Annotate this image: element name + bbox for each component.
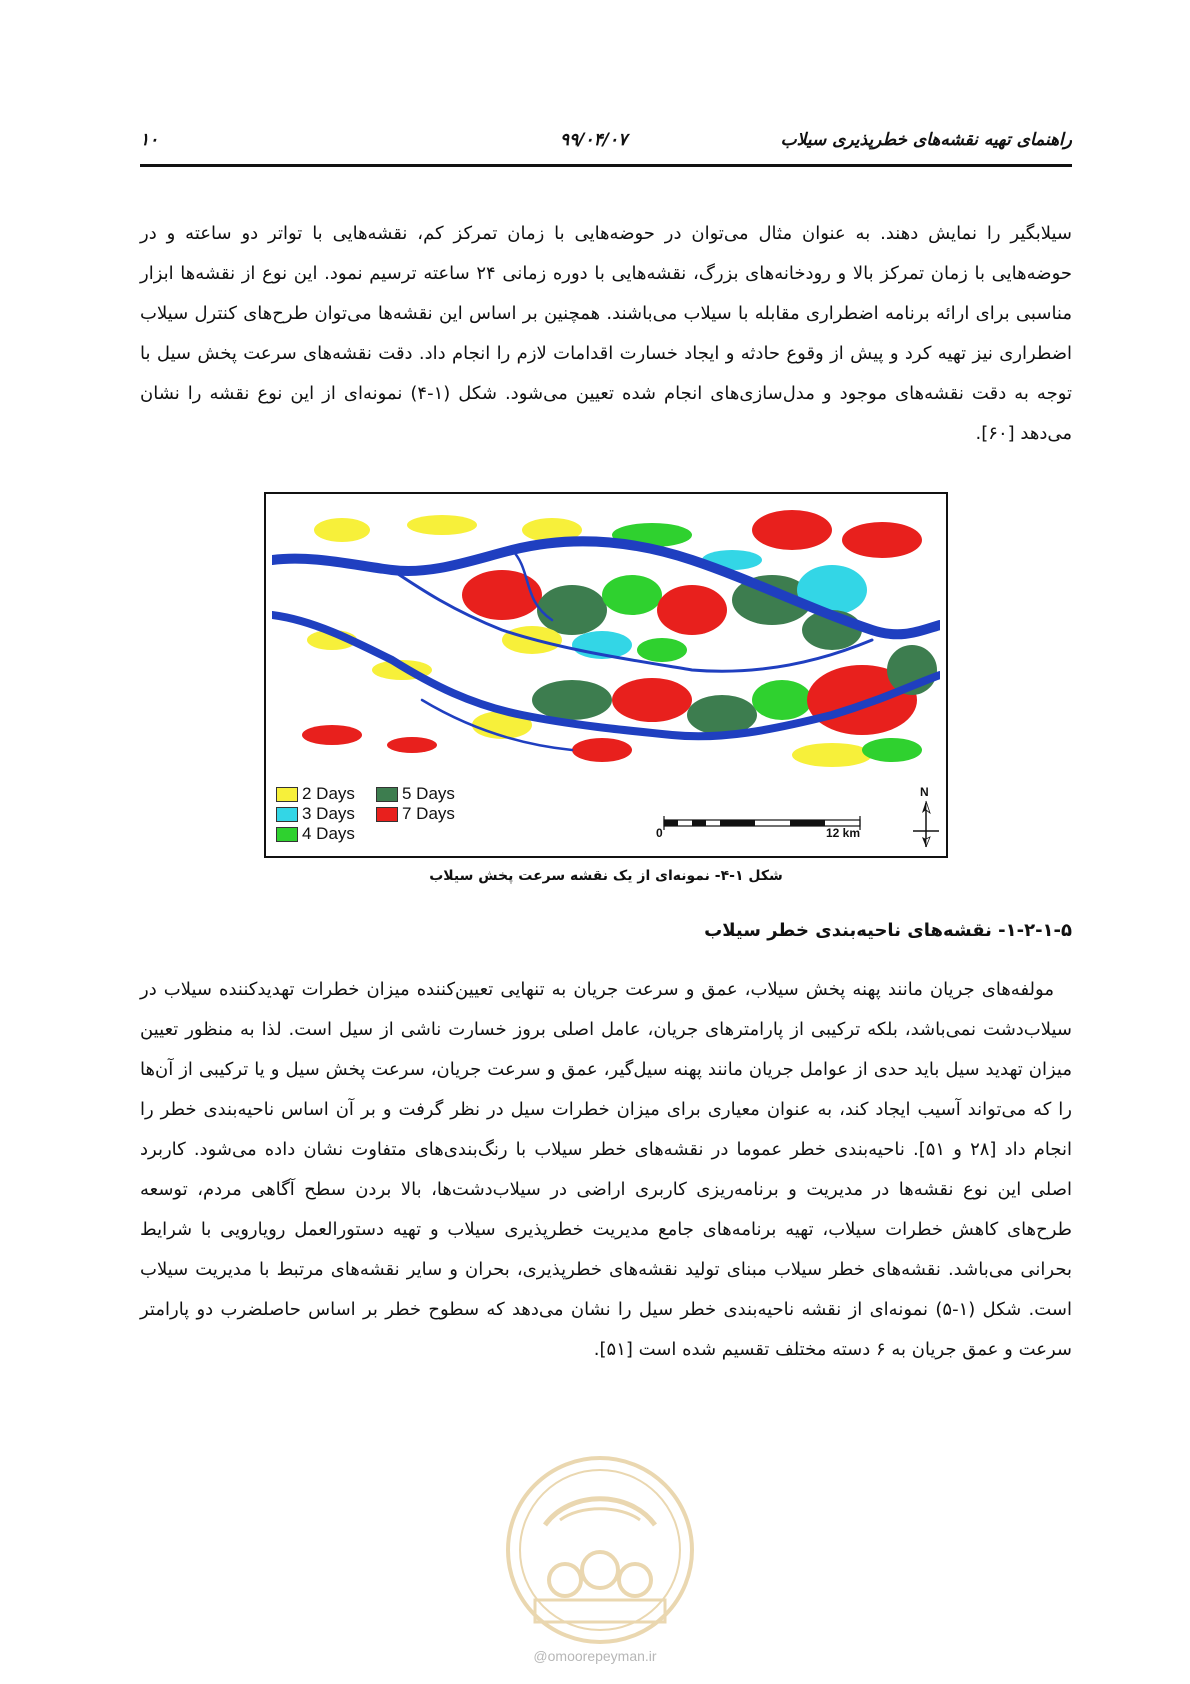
flood-spread-map-figure (264, 492, 948, 858)
legend-label: 2 Days (302, 784, 355, 803)
figure-caption: شکل ۱-۴- نمونه‌ای از یک نقشه سرعت پخش سیلاب (429, 868, 783, 884)
scale-start-label: 0 (656, 826, 663, 840)
body-paragraph-1: سیلابگیر را نمایش دهند. به عنوان مثال می‌توان در حوضه‌هایی با زمان تمرکز کم، نقشه‌هایی با تواتر دو ساعته و در حوضه‌هایی با زمان تمرکز بالا و رودخانه‌های بزرگ، نقشه‌هایی با دوره زمانی ۲۴ ساعته ترسیم نمود. این نوع از نقشه‌ها ابزار مناسبی برای ارائه برنامه اضطراری مقابله با سیلاب می‌باشند. همچنین بر اساس این نقشه‌ها می‌توان طرح‌های کنترل سیلاب اضطراری نیز تهیه کرد و پیش از وقوع حادثه و ایجاد خسارت اقدامات لازم را انجام داد. دقت نقشه‌های سرعت پخش سیل با توجه به دقت نقشه‌های موجود و مدل‌سازی‌های انجام شده تعیین می‌شود. شکل (۱-۴) نمونه‌ای از این نوع نقشه را نشان می‌دهد [۶۰]. (140, 223, 1072, 444)
legend-label: 5 Days (402, 784, 455, 803)
legend-swatch (276, 787, 298, 802)
watermark-url: @omoorepeyman.ir (533, 1648, 657, 1664)
page-header (140, 130, 1072, 170)
scale-end-label: 12 km (826, 826, 861, 840)
watermark-logo (500, 1450, 700, 1650)
legend-item (276, 804, 355, 824)
body-paragraph-2: مولفه‌های جریان مانند پهنه پخش سیلاب، عمق و سرعت جریان به تنهایی تعیین‌کننده میزان خطرات تهدیدکننده سیلاب در سیلاب‌دشت نمی‌باشد، بلکه ترکیبی از پارامترهای جریان، عامل اصلی بروز خسارت ناشی از سیل است. لذا به منظور تعیین میزان تهدید سیل باید حدی از عوامل جریان مانند پهنه سیل‌گیر، عمق و سرعت جریان، سرعت پخش سیل و یا ترکیبی از آن‌ها را که می‌تواند آسیب ایجاد کند، به عنوان معیاری برای میزان خطرات سیل در نظر گرفت و بر آن اساس ناحیه‌بندی خطر را انجام داد [۲۸ و ۵۱]. ناحیه‌بندی خطر عموما در نقشه‌های خطر سیلاب با رنگ‌بندی‌های متفاوت نشان داده می‌شود. کاربرد اصلی این نوع نقشه‌ها در مدیریت و برنامه‌ریزی کاربری اراضی در سیلاب‌دشت‌ها، بالا بردن سطح آگاهی مردم، توسعه طرح‌های کاهش خطرات سیلاب، تهیه برنامه‌های جامع مدیریت خطرپذیری سیلاب و تهیه دستورالعمل رویارویی با شرایط بحرانی می‌باشد. نقشه‌های خطر سیلاب مبنای تولید نقشه‌های خطرپذیری، بحران و سایر نقشه‌های مرتبط با مدیریت سیلاب است. شکل (۱-۵) نمونه‌ای از نقشه ناحیه‌بندی خطر سیل را نشان می‌دهد که سطوح خطر بر اساس حاصلضرب دو پارامتر سرعت و عمق جریان به ۶ دسته مختلف تقسیم شده است [۵۱]. (140, 979, 1072, 1360)
legend-item (376, 784, 455, 804)
legend-label: 4 Days (302, 824, 355, 843)
legend-swatch (276, 827, 298, 842)
legend-item (276, 784, 355, 804)
north-arrow (911, 785, 941, 849)
header-rule (140, 164, 1072, 167)
flood-map (272, 500, 940, 776)
watermark-seal-icon (500, 1450, 700, 1650)
legend-label: 7 Days (402, 804, 455, 823)
header-title: راهنمای تهیه نقشه‌های خطرپذیری سیلاب (780, 130, 1072, 150)
page-number: ۱۰ (140, 130, 159, 150)
north-label: N (920, 785, 929, 799)
legend-label: 3 Days (302, 804, 355, 823)
legend-item (276, 824, 355, 844)
legend-swatch (276, 807, 298, 822)
legend-item (376, 804, 455, 824)
section-heading: ۱-۲-۱-۵- نقشه‌های ناحیه‌بندی خطر سیلاب (704, 920, 1072, 941)
legend-swatch (376, 807, 398, 822)
header-date: ۹۹/۰۴/۰۷ (560, 130, 628, 150)
legend-swatch (376, 787, 398, 802)
scale-bar (656, 809, 886, 849)
north-arrow-icon (911, 799, 941, 849)
